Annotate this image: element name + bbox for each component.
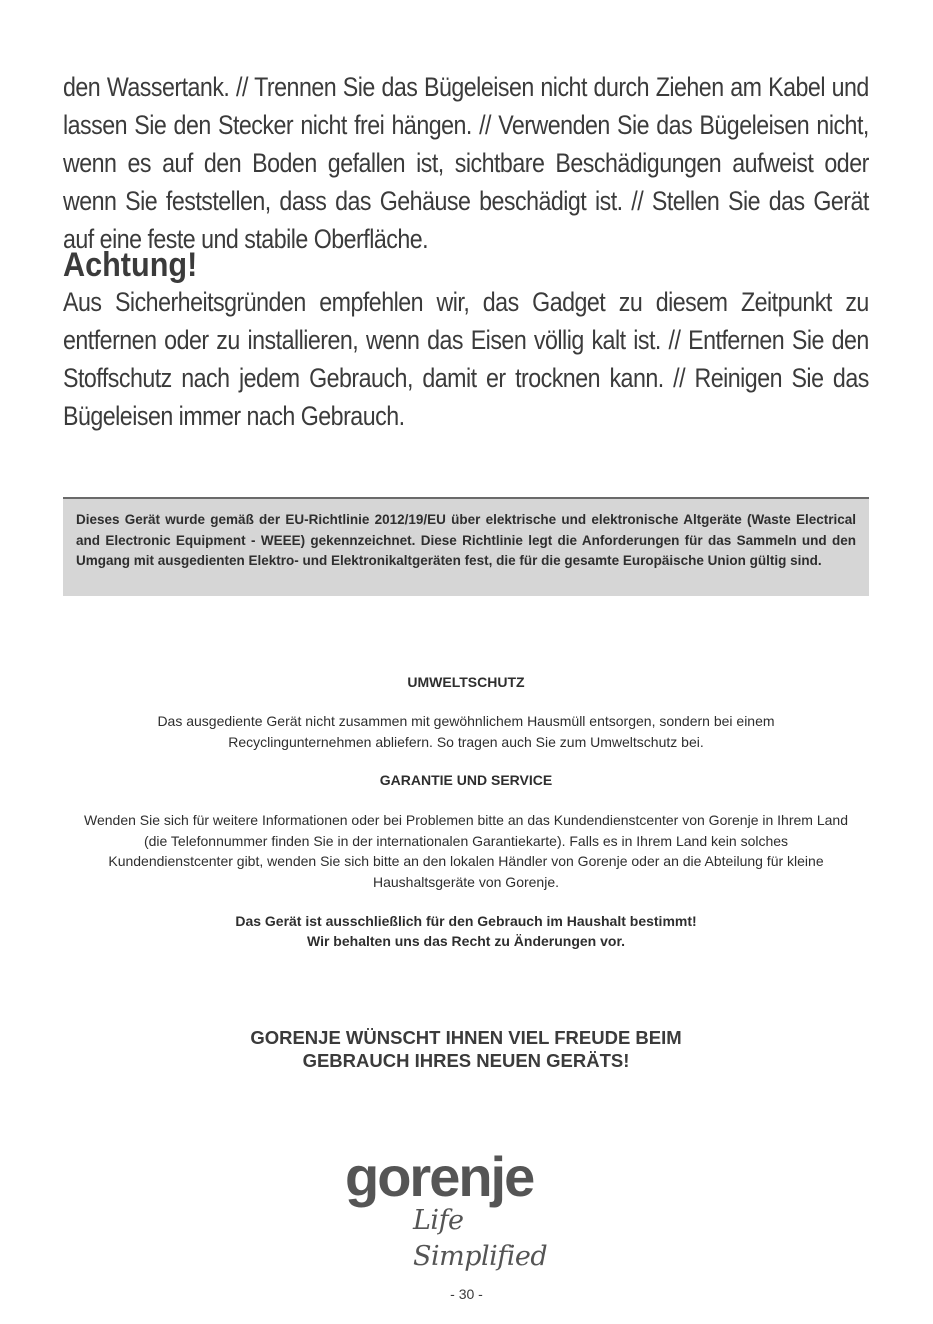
environment-heading: UMWELTSCHUTZ	[407, 674, 525, 690]
intro-paragraph: den Wassertank. // Trennen Sie das Bügeleisen nicht durch Ziehen am Kabel und lassen Sie den Stecker nicht frei hängen. // Verwenden Sie das Bügeleisen nicht, wenn es auf den Boden gefallen ist, sichtbare Beschädigungen aufweist oder wenn Sie feststellen, dass das Gehäuse beschädigt ist. // Stellen Sie das Gerät auf eine feste und stabile Oberfläche.	[63, 72, 869, 254]
warning-paragraph: Aus Sicherheitsgründen empfehlen wir, das Gadget zu diesem Zeitpunkt zu entfernen oder zu installieren, wenn das Eisen völlig kalt ist. // Entfernen Sie den Stoffschutz nach jedem Gebrauch, damit er trocknen kann. // Reinigen Sie das Bügeleisen immer nach Gebrauch.	[63, 287, 869, 431]
logo-wordmark: gorenje	[345, 1145, 534, 1208]
closing-message-line-2: GEBRAUCH IHRES NEUEN GERÄTS!	[302, 1050, 630, 1071]
household-note-line-2: Wir behalten uns das Recht zu Änderungen vor.	[306, 933, 626, 949]
household-note-line-1: Das Gerät ist ausschließlich für den Gebrauch im Haushalt bestimmt!	[235, 913, 697, 929]
gorenje-logo	[345, 1145, 605, 1272]
page-number: - 30 -	[450, 1286, 483, 1302]
warning-heading: Achtung!	[63, 246, 198, 284]
closing-message-line-1: GORENJE WÜNSCHT IHNEN VIEL FREUDE BEIM	[250, 1027, 682, 1048]
logo-tagline: Life Simplified	[413, 1205, 548, 1272]
household-note	[63, 911, 869, 951]
warranty-text: Wenden Sie sich für weitere Informationen oder bei Problemen bitte an das Kundendienstcenter von Gorenje in Ihrem Land (die Telefonnummer finden Sie in der internationalen Garantiekarte). Falls es in Ihrem Land kein solches Kundendienstcenter gibt, wenden Sie sich bitte an den lokalen Händler von Gorenje oder an die Abteilung für kleine Haushaltsgeräte von Gorenje.	[84, 812, 848, 890]
weee-notice-box	[63, 497, 869, 596]
weee-notice-text: Dieses Gerät wurde gemäß der EU-Richtlinie 2012/19/EU über elektrische und elektronische Altgeräte (Waste Electrical and Electronic Equipment - WEEE) gekennzeichnet. Diese Richtlinie legt die Anforderungen für das Sammeln und den Umgang mit ausgedienten Elektro- und Elektronikaltgeräten fest, die für die gesamte Europäische Union gültig sind.	[76, 512, 856, 568]
warranty-heading: GARANTIE UND SERVICE	[379, 772, 553, 788]
closing-message	[63, 1026, 869, 1072]
environment-text: Das ausgediente Gerät nicht zusammen mit gewöhnlichem Hausmüll entsorgen, sondern bei einem Recyclingunternehmen abliefern. So tragen auch Sie zum Umweltschutz bei.	[157, 713, 775, 750]
